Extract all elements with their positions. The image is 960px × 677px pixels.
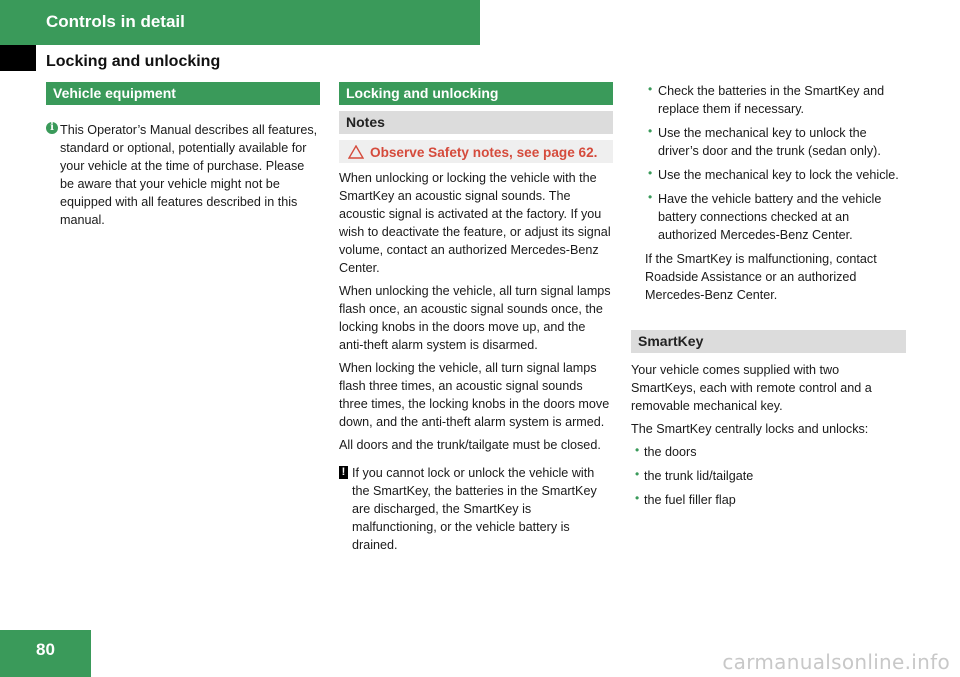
vehicle-equipment-heading: Vehicle equipment [46, 82, 320, 105]
list-item-text: Use the mechanical key to unlock the driver’s door and the trunk (sedan only). [658, 126, 881, 158]
list-item [631, 124, 906, 160]
smartkey-heading: SmartKey [631, 330, 906, 353]
paragraph: All doors and the trunk/tailgate must be closed. [339, 438, 601, 452]
column-smartkey [631, 82, 906, 515]
page-marker [0, 45, 36, 71]
bullet-icon: • [635, 467, 640, 481]
section-header-tab [0, 0, 480, 45]
bullet-icon: • [635, 491, 640, 505]
notes-heading: Notes [339, 111, 613, 134]
list-item [631, 443, 906, 461]
list-item-text: Use the mechanical key to lock the vehicle. [658, 168, 899, 182]
safety-warning [339, 140, 613, 163]
bullet-icon: • [648, 190, 653, 204]
column-locking-unlocking [339, 82, 613, 554]
list-item-text: Have the vehicle battery and the vehicle battery connections checked at an authorized Mercedes-Benz Center. [658, 192, 882, 242]
page-subtitle: Locking and unlocking [46, 53, 221, 70]
bullet-icon: • [635, 443, 640, 457]
warning-triangle-icon [348, 145, 364, 159]
watermark: carmanualsonline.info [722, 650, 950, 674]
safety-warning-text: Observe Safety notes, see page 62. [370, 145, 598, 160]
exclamation-icon: ! [339, 466, 348, 479]
page-number: 80 [0, 630, 91, 677]
paragraph: When unlocking or locking the vehicle with the SmartKey an acoustic signal sounds. The acoustic signal is activated at the factory. If you wish to deactivate the feature, or adjust its signal volume, contact an authorized Mercedes-Benz Center. [339, 171, 611, 275]
list-item [631, 190, 906, 244]
list-item [631, 82, 906, 118]
list-item [631, 491, 906, 509]
section-title: Controls in detail [46, 12, 185, 31]
caution-note [339, 464, 613, 554]
list-item [631, 467, 906, 485]
list-item-text: the trunk lid/tailgate [644, 469, 754, 483]
list-item [631, 166, 906, 184]
locking-unlocking-heading: Locking and unlocking [339, 82, 613, 105]
caution-note-text: If you cannot lock or unlock the vehicle with the SmartKey, the batteries in the SmartKey are discharged, the SmartKey is malfunctioning, or the vehicle battery is drained. [352, 466, 597, 552]
bullet-icon: • [648, 166, 653, 180]
smartkey-intro: Your vehicle comes supplied with two SmartKeys, each with remote control and a removable mechanical key. [631, 363, 872, 413]
malfunction-text: If the SmartKey is malfunctioning, contact Roadside Assistance or an authorized Mercedes-Benz Center. [645, 252, 877, 302]
info-note [46, 121, 320, 229]
column-vehicle-equipment [46, 82, 320, 229]
info-note-text: This Operator’s Manual describes all features, standard or optional, potentially available for your vehicle at the time of purchase. Please be aware that your vehicle might not be equipped with all features described in this manual. [60, 123, 318, 227]
paragraph: When unlocking the vehicle, all turn signal lamps flash once, an acoustic signal sounds once, the locking knobs in the doors move up, and the anti-theft alarm system is disarmed. [339, 284, 611, 352]
list-item-text: Check the batteries in the SmartKey and replace them if necessary. [658, 84, 885, 116]
paragraph: When locking the vehicle, all turn signal lamps flash three times, an acoustic signal sounds three times, the locking knobs in the doors move down, and the anti-theft alarm system is armed. [339, 361, 610, 429]
info-icon: i [46, 122, 58, 134]
list-item-text: the doors [644, 445, 697, 459]
smartkey-locks-text: The SmartKey centrally locks and unlocks: [631, 422, 869, 436]
bullet-icon: • [648, 82, 653, 96]
list-item-text: the fuel filler flap [644, 493, 736, 507]
bullet-icon: • [648, 124, 653, 138]
